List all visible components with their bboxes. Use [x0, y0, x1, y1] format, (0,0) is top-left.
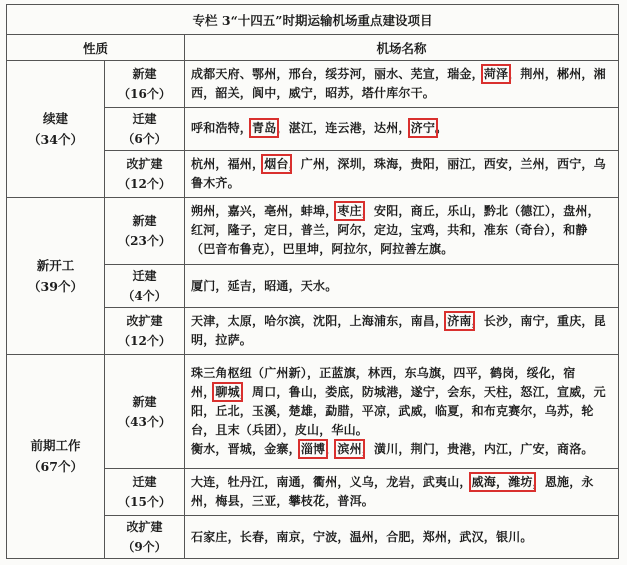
airport-list-cell	[185, 354, 619, 469]
project-type: 迁建	[132, 111, 157, 126]
airport-text: 呼和浩特，	[191, 121, 253, 136]
project-type: 新建	[132, 394, 157, 409]
highlighted-airport: 淄博	[300, 442, 326, 457]
project-type: 新建	[132, 213, 157, 228]
category-name: 续建	[42, 110, 68, 126]
project-count: （23个）	[118, 233, 171, 248]
airport-list-line	[191, 65, 613, 84]
airport-text: 州，	[191, 385, 216, 400]
airport-list-line	[191, 277, 613, 296]
airport-list-cell	[185, 469, 619, 516]
category-name: 前期工作	[30, 438, 81, 454]
category-count: （34个）	[28, 131, 83, 147]
airport-text: 衡水，晋城，金寨，	[191, 442, 301, 457]
airport-list-line	[191, 528, 613, 547]
highlighted-airport: 威海，潍坊	[471, 475, 533, 490]
airport-list-line	[191, 473, 613, 492]
airport-text: 。	[435, 121, 448, 136]
project-type-cell	[105, 516, 185, 559]
airport-list-line	[191, 331, 613, 350]
table-body	[7, 5, 619, 559]
category-count: （39个）	[28, 278, 83, 294]
airport-list-cell	[185, 150, 619, 197]
project-type-cell	[105, 61, 185, 108]
category-cell	[7, 354, 105, 558]
airport-list-cell	[185, 197, 619, 265]
airport-list-line	[191, 240, 613, 259]
airport-text: 珠三角枢纽（广州新），正蓝旗，林西，东乌旗，四平，鹤岗，绥化，宿	[191, 366, 576, 381]
highlighted-airport: 枣庄	[337, 204, 362, 219]
airport-text: 阳，丘北，玉溪，楚雄，勐腊，平凉，武威，临夏，和布克赛尔，乌苏，轮	[191, 404, 594, 419]
airport-text: （巴音布鲁克），巴里坤，阿拉尔，阿拉善左旗。	[191, 242, 454, 257]
airport-text: ，周口，鲁山，娄底，防城港，遂宁，会东，天柱，怒江，宣威，元	[239, 385, 606, 400]
airport-list-line	[191, 202, 613, 221]
project-count: （9个）	[122, 540, 167, 555]
highlighted-airport: 济南	[447, 313, 472, 328]
airport-list-line	[191, 364, 613, 383]
table-row	[7, 354, 619, 469]
category-name: 新开工	[36, 257, 75, 273]
airport-list-line	[191, 119, 613, 138]
airport-text: ，湛江，连云港，达州，	[276, 121, 411, 136]
airport-list-line	[191, 440, 613, 459]
airport-text: 大连，牡丹江，南通，衢州，义乌，龙岩，武夷山，	[191, 475, 472, 490]
airport-list-cell	[185, 265, 619, 308]
project-type: 新建	[132, 67, 157, 82]
airport-list-cell	[185, 516, 619, 559]
airport-text: 成都天府、鄂州，邢台，绥芬河，丽水、芜宣，瑞金，	[191, 67, 484, 82]
highlighted-airport: 滨州	[337, 442, 362, 457]
caption-row	[7, 5, 619, 35]
airport-text: 州，梅县，三亚，攀枝花，普洱。	[191, 494, 375, 509]
airport-list-line	[191, 174, 613, 193]
highlighted-airport: 青岛	[252, 121, 277, 136]
category-cell	[7, 61, 105, 197]
project-count: （6个）	[122, 131, 167, 146]
project-type: 迁建	[132, 269, 157, 284]
header-airport-names: 机场名称	[185, 35, 619, 61]
airport-text: 鲁木齐。	[191, 175, 240, 190]
project-count: （15个）	[118, 495, 171, 510]
project-type-cell	[105, 108, 185, 151]
airport-list-line	[191, 221, 613, 240]
project-count: （16个）	[118, 87, 171, 102]
airport-text: ，长沙，南宁，重庆，昆	[471, 313, 606, 328]
highlighted-airport: 烟台	[264, 156, 289, 171]
project-count: （12个）	[118, 333, 171, 348]
project-type-cell	[105, 265, 185, 308]
airport-text: ，	[325, 442, 338, 457]
project-type-cell	[105, 197, 185, 265]
airport-list-cell	[185, 61, 619, 108]
project-type: 迁建	[132, 475, 157, 490]
airport-text: ，潢川，荆门，贵港，内江，广安，商洛。	[361, 442, 594, 457]
airport-text: ，安阳，商丘，乐山，黔北（德江），盘州，	[361, 204, 600, 219]
airport-list-line	[191, 84, 613, 103]
project-type-cell	[105, 308, 185, 355]
airport-text: 天津，太原，哈尔滨，沈阳，上海浦东，南昌，	[191, 313, 448, 328]
table-row	[7, 61, 619, 108]
airport-text: 厦门，延吉，昭通，天水。	[191, 278, 338, 293]
airport-text: 西，韶关，阆中，威宁，昭苏，塔什库尔干。	[191, 86, 436, 101]
project-type-cell	[105, 150, 185, 197]
highlighted-airport: 济宁	[410, 121, 436, 136]
project-type: 改扩建	[126, 313, 163, 328]
airport-text: 明，拉萨。	[191, 332, 253, 347]
airport-text: ，恩施，永	[532, 475, 594, 490]
airport-list-line	[191, 402, 613, 421]
airport-text: ，广州，深圳，珠海，贵阳，丽江，西安，兰州，西宁，乌	[288, 156, 606, 171]
airport-text: 杭州，福州，	[191, 156, 265, 171]
table-title: 专栏 3“十四五”时期运输机场重点建设项目	[7, 5, 619, 35]
airport-list-line	[191, 155, 613, 174]
header-nature: 性质	[7, 35, 185, 61]
airport-list-line	[191, 312, 613, 331]
table-row	[7, 197, 619, 265]
project-type: 改扩建	[126, 156, 163, 171]
airport-text: 朔州，嘉兴，亳州，蚌埠，	[191, 204, 338, 219]
highlighted-airport: 菏泽	[483, 67, 509, 82]
airport-list-line	[191, 492, 613, 511]
airport-text: 台，且末（兵团），皮山，华山。	[191, 423, 369, 438]
airport-text: 红河，隆子，定日，普兰，阿尔，定边，宝鸡，共和，准东（奇台），和静	[191, 223, 588, 238]
airport-projects-table	[6, 4, 619, 559]
project-type-cell	[105, 354, 185, 469]
airport-list-line	[191, 383, 613, 402]
project-type: 改扩建	[126, 520, 163, 535]
project-type-cell	[105, 469, 185, 516]
category-cell	[7, 197, 105, 354]
airport-text: ，荆州，郴州，湘	[508, 67, 606, 82]
airport-list-cell	[185, 108, 619, 151]
category-count: （67个）	[28, 459, 83, 475]
project-count: （12个）	[118, 176, 171, 191]
highlighted-airport: 聊城	[215, 385, 240, 400]
header-row	[7, 35, 619, 61]
airport-text: 石家庄，长春，南京，宁波，温州，合肥，郑州，武汉，银川。	[191, 529, 533, 544]
project-count: （43个）	[118, 414, 171, 429]
project-count: （4个）	[122, 289, 167, 304]
airport-list-line	[191, 421, 613, 440]
airport-list-cell	[185, 308, 619, 355]
